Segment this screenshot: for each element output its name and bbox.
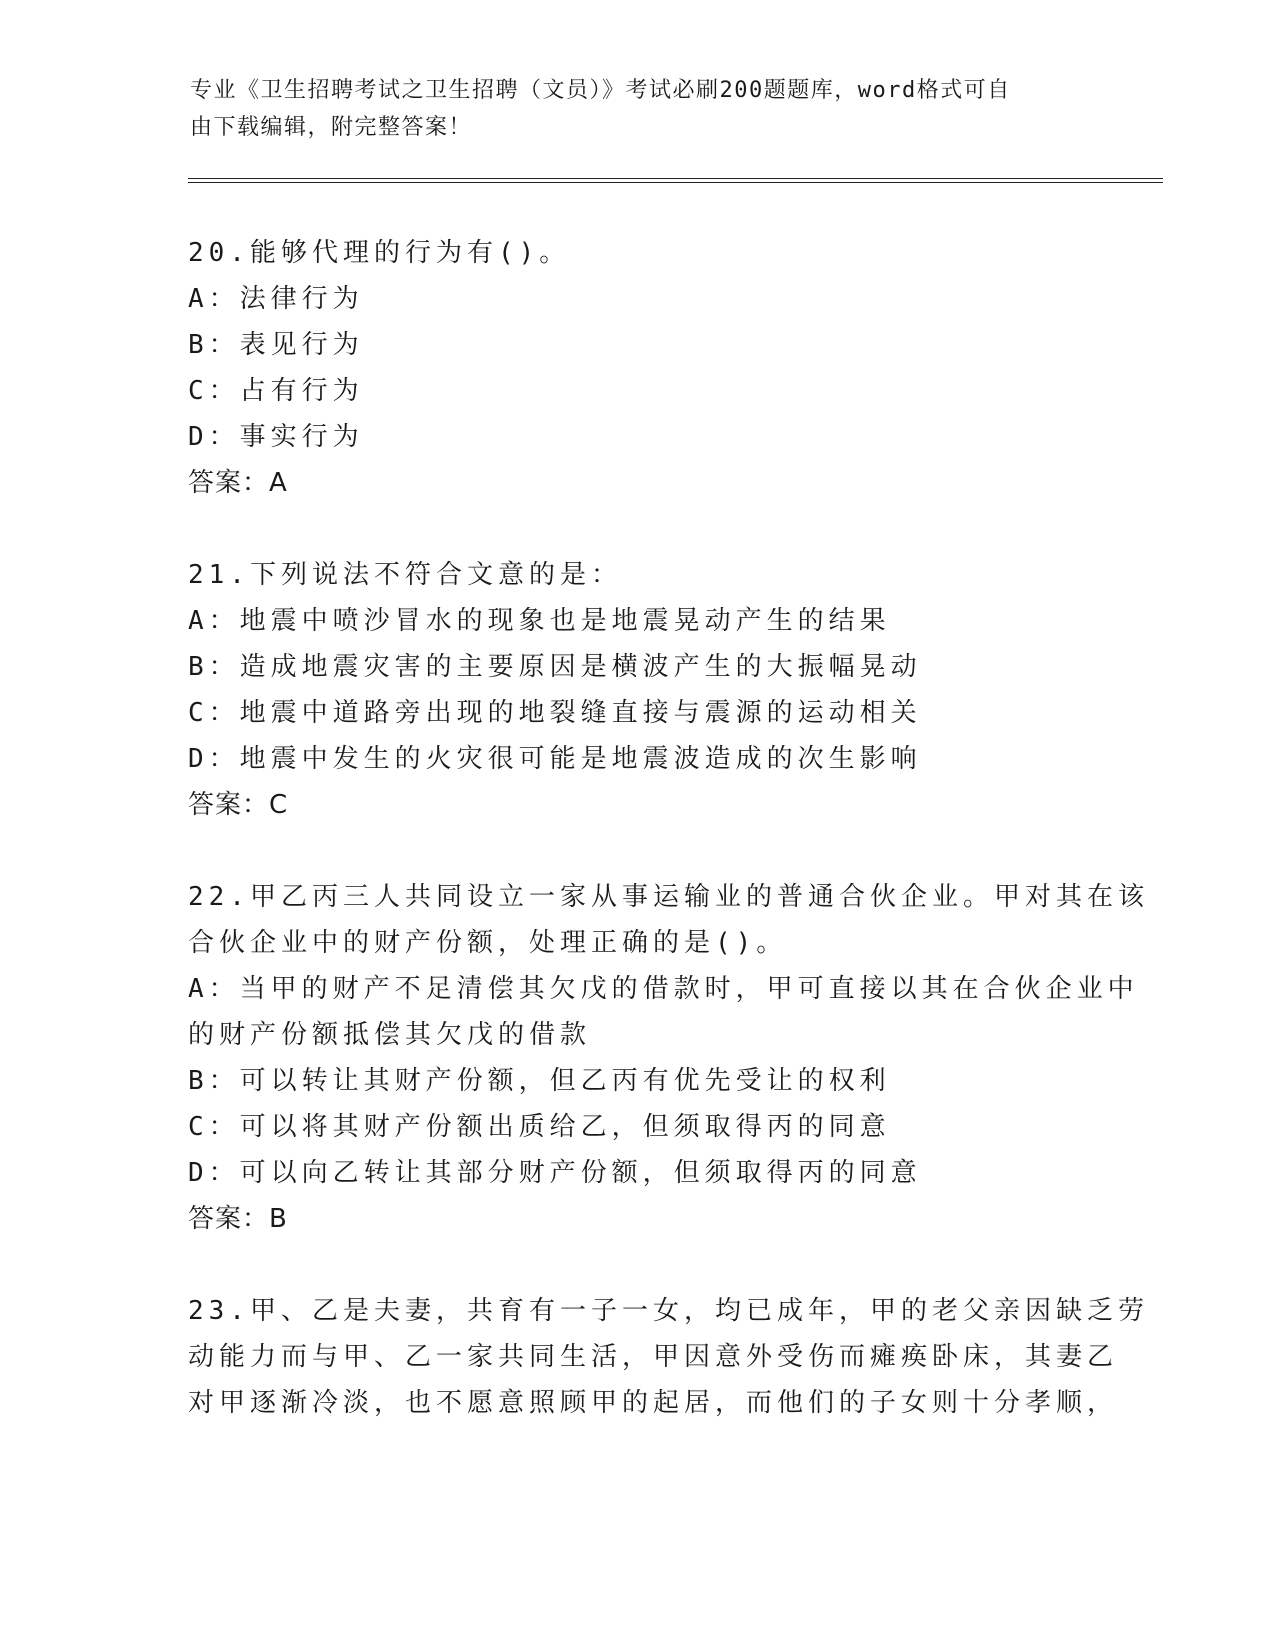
question-block	[188, 230, 1108, 506]
question-stem: 21.下列说法不符合文意的是：	[188, 560, 622, 590]
option-a: A：地震中喷沙冒水的现象也是地震晃动产生的结果	[188, 606, 891, 636]
option-a: A：当甲的财产不足清偿其欠戊的借款时，甲可直接以其在合伙企业中	[188, 974, 1139, 1004]
option-c: C：地震中道路旁出现的地裂缝直接与震源的运动相关	[188, 698, 922, 728]
option-b: B：造成地震灾害的主要原因是横波产生的大振幅晃动	[188, 652, 922, 682]
question-stem: 动能力而与甲、乙一家共同生活，甲因意外受伤而瘫痪卧床，其妻乙	[188, 1342, 1119, 1372]
question-stem: 23.甲、乙是夫妻，共育有一子一女，均已成年，甲的老父亲因缺乏劳	[188, 1296, 1149, 1326]
option-c: C：可以将其财产份额出质给乙，但须取得丙的同意	[188, 1112, 891, 1142]
answer-line: 答案：B	[188, 1204, 288, 1234]
question-list	[188, 230, 1149, 1472]
option-a: A：法律行为	[188, 284, 364, 314]
option-c: C：占有行为	[188, 376, 364, 406]
header-line-2: 由下载编辑，附完整答案！	[190, 115, 473, 140]
option-d: D：事实行为	[188, 422, 364, 452]
question-block	[188, 552, 1108, 828]
question-stem: 合伙企业中的财产份额，处理正确的是()。	[188, 928, 788, 958]
option-b: B：表见行为	[188, 330, 364, 360]
question-block	[188, 1288, 1149, 1426]
question-stem: 20.能够代理的行为有()。	[188, 238, 571, 268]
answer-line: 答案：A	[188, 468, 288, 498]
option-a: 的财产份额抵偿其欠戊的借款	[188, 1020, 592, 1050]
header-divider-bottom	[188, 182, 1163, 183]
option-d: D：可以向乙转让其部分财产份额，但须取得丙的同意	[188, 1158, 922, 1188]
question-stem: 对甲逐渐冷淡，也不愿意照顾甲的起居，而他们的子女则十分孝顺，	[188, 1388, 1119, 1418]
question-block	[188, 874, 1149, 1242]
document-header	[190, 72, 1090, 146]
option-d: D：地震中发生的火灾很可能是地震波造成的次生影响	[188, 744, 922, 774]
header-line-1: 专业《卫生招聘考试之卫生招聘（文员）》考试必刷200题题库，word格式可自	[190, 78, 1011, 103]
option-b: B：可以转让其财产份额，但乙丙有优先受让的权利	[188, 1066, 891, 1096]
header-divider-top	[188, 178, 1163, 179]
answer-line: 答案：C	[188, 790, 289, 820]
question-stem: 22.甲乙丙三人共同设立一家从事运输业的普通合伙企业。甲对其在该	[188, 882, 1149, 912]
